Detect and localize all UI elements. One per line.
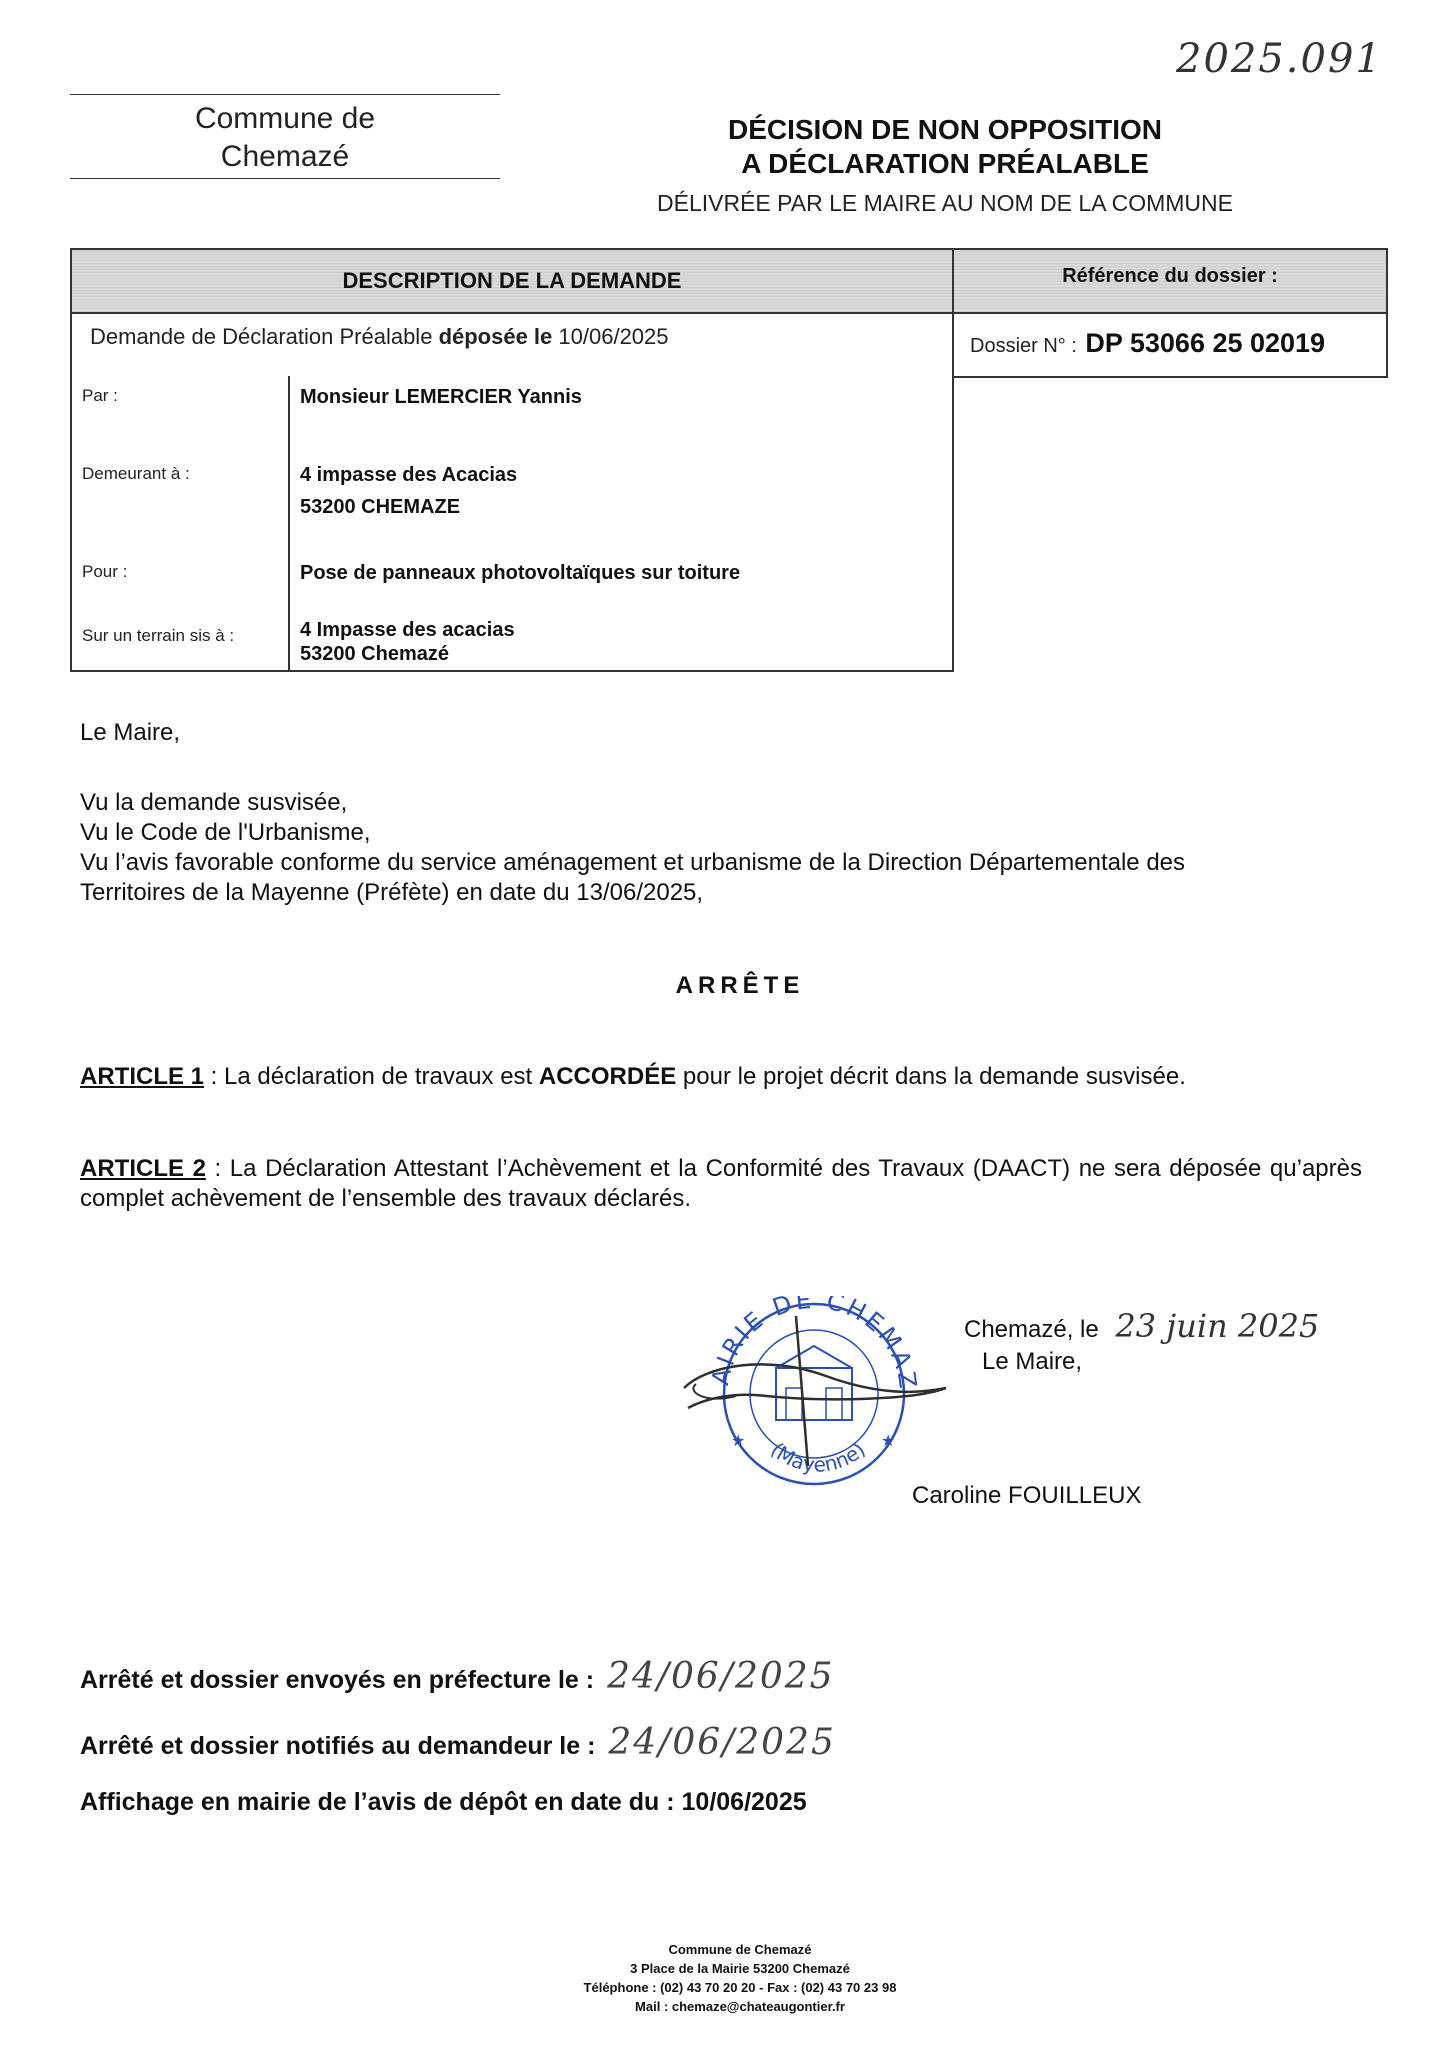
article-2-text: : La Déclaration Attestant l’Achèvement et la Conformité des Travaux (DAACT) ne sera déposée qu’après complet achèvement de l’ensemble des travaux déclarés. <box>80 1155 1362 1212</box>
title-line1: DÉCISION DE NON OPPOSITION <box>727 114 1163 145</box>
signature-name: Caroline FOUILLEUX <box>912 1482 1142 1509</box>
pour-value: Pose de panneaux photovoltaïques sur toiture <box>300 562 741 584</box>
commune-bottom-rule <box>70 178 500 179</box>
terrain-line2: 53200 Chemazé <box>300 643 449 665</box>
mairie-stamp <box>676 1296 954 1486</box>
vu-avis-line2: Territoires de la Mayenne (Préfète) en date du 13/06/2025, <box>80 879 704 906</box>
signature-place-date <box>964 1307 1320 1346</box>
dossier-number: DP 53066 25 02019 <box>1085 328 1326 358</box>
footer-line4: Mail : chemaze@chateaugontier.fr <box>635 1999 845 2014</box>
demeurant-value <box>300 460 517 522</box>
dossier-cell <box>952 312 1388 378</box>
handwritten-reference: 2025.091 <box>1176 36 1383 82</box>
footer-line3: Téléphone : (02) 43 70 20 20 - Fax : (02) 43 70 23 98 <box>583 1980 897 1995</box>
notified-date: 24/06/2025 <box>608 1722 836 1763</box>
footer-line1: Commune de Chemazé <box>668 1942 812 1957</box>
demeurant-label: Demeurant à : <box>82 464 190 483</box>
signature-place: Chemazé, le <box>964 1316 1099 1343</box>
footer-line2: 3 Place de la Mairie 53200 Chemazé <box>630 1961 850 1976</box>
request-row <box>70 312 954 378</box>
dossier-line <box>970 328 1325 359</box>
vu-demande: Vu la demande susvisée, <box>80 789 348 816</box>
request-text <box>90 324 669 350</box>
demeurant-line1: 4 impasse des Acacias <box>300 464 518 486</box>
vu-code: Vu le Code de l'Urbanisme, <box>80 819 371 846</box>
prefecture-line <box>80 1656 835 1697</box>
notified-label: Arrêté et dossier notifiés au demandeur le : <box>80 1732 596 1760</box>
description-header: DESCRIPTION DE LA DEMANDE <box>70 248 954 314</box>
svg-text:(Mayenne) <box>766 1438 870 1477</box>
par-value: Monsieur LEMERCIER Yannis <box>300 386 582 408</box>
reference-header: Référence du dossier : <box>952 248 1388 314</box>
par-label: Par : <box>82 386 118 405</box>
article-1 <box>80 1062 1370 1092</box>
document-title <box>650 113 1240 181</box>
prefecture-label: Arrêté et dossier envoyés en préfecture le : <box>80 1666 595 1694</box>
notified-line <box>80 1722 836 1763</box>
article-1-label: ARTICLE 1 <box>80 1063 205 1090</box>
terrain-value <box>300 618 515 666</box>
terrain-line1: 4 Impasse des acacias <box>300 619 515 641</box>
commune-line2: Chemazé <box>220 140 350 173</box>
article-1-post: pour le projet décrit dans la demande susvisée. <box>676 1063 1186 1090</box>
request-details <box>70 376 954 672</box>
commune-name <box>70 100 500 176</box>
document-subtitle: DÉLIVRÉE PAR LE MAIRE AU NOM DE LA COMMUNE <box>657 190 1233 216</box>
stamp-bottom-text: (Mayenne) <box>766 1437 870 1477</box>
terrain-label: Sur un terrain sis à : <box>82 626 235 645</box>
signature-role: Le Maire, <box>982 1348 1083 1375</box>
prefecture-date: 24/06/2025 <box>607 1656 835 1697</box>
vu-avis-line1: Vu l’avis favorable conforme du service aménagement et urbanisme de la Direction Départementale des <box>80 849 1186 876</box>
demeurant-line2: 53200 CHEMAZE <box>300 496 461 518</box>
arrete-heading: ARRÊTE <box>675 972 805 999</box>
article-1-bold: ACCORDÉE <box>538 1063 677 1090</box>
stamp-seal <box>676 1296 954 1486</box>
considerations <box>80 788 1370 908</box>
svg-text:★: ★ <box>881 1433 896 1450</box>
commune-line1: Commune de <box>194 102 376 135</box>
pour-label: Pour : <box>82 562 128 581</box>
request-bold: déposée le <box>438 324 553 349</box>
le-maire-heading: Le Maire, <box>80 719 181 746</box>
request-prefix: Demande de Déclaration Préalable <box>90 324 433 349</box>
commune-top-rule <box>70 94 500 95</box>
article-1-pre: : La déclaration de travaux est <box>204 1063 539 1090</box>
footer-address <box>500 1940 980 2016</box>
details-divider <box>288 376 290 670</box>
dossier-label: Dossier N° : <box>970 335 1077 357</box>
stamp-top-text: AIRIE DE CHEMAZ <box>706 1296 923 1393</box>
request-table <box>70 248 1388 378</box>
affichage-line: Affichage en mairie de l’avis de dépôt en date du : 10/06/2025 <box>80 1788 807 1816</box>
signature-handwritten-date: 23 juin 2025 <box>1115 1307 1320 1345</box>
title-line2: A DÉCLARATION PRÉALABLE <box>741 148 1149 179</box>
svg-text:★: ★ <box>731 1433 746 1450</box>
request-date: 10/06/2025 <box>558 324 669 349</box>
article-2-label: ARTICLE 2 <box>80 1155 206 1182</box>
article-2 <box>80 1154 1362 1214</box>
